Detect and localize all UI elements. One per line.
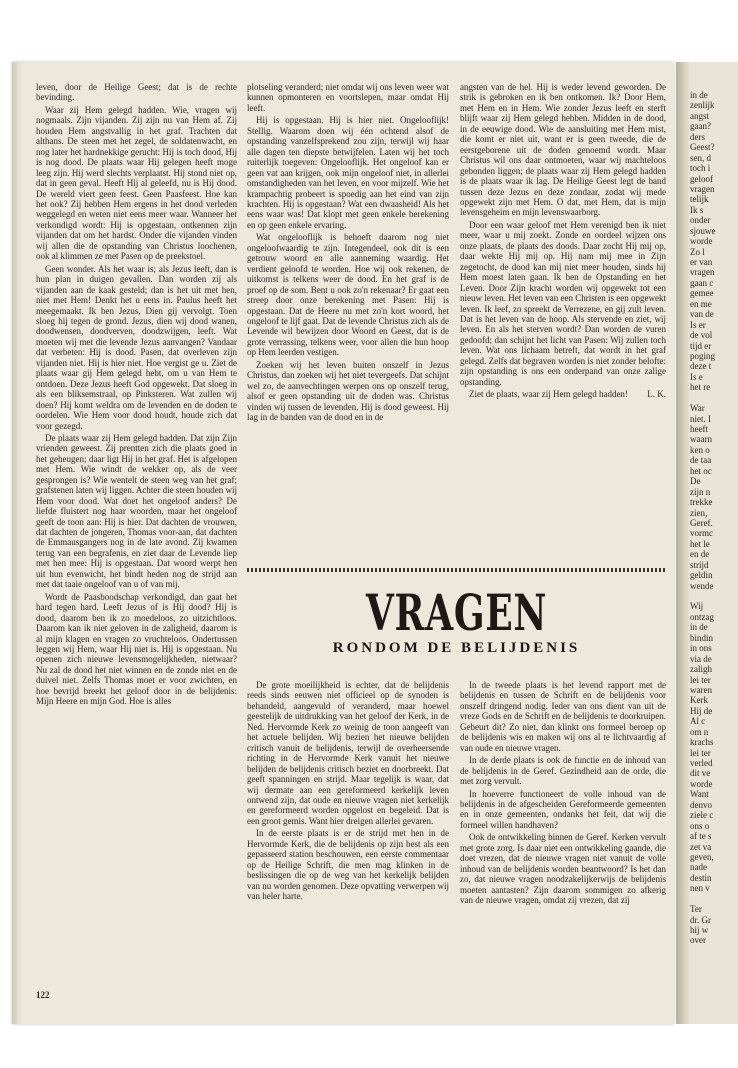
fragment-line: heeft [690,424,708,434]
section-divider [247,568,666,572]
fragment-line: lei ter [690,674,711,685]
fragment-line: af te s [690,831,712,842]
fragment-line: War [690,403,705,414]
fragment-line: wende [690,580,714,591]
fragment-line: niet. I [690,413,711,424]
fragment-line: het le [690,538,710,549]
right-page-text [690,90,738,946]
paragraph: angsten van de hel. Hij is weder levend geworden. De strik is gebroken en ik ben ontkomen. Ik? Door Hem, met Hem en in Hem. Wie zonder Jezus leeft en sterft blijft waar zij Hem gelegd hebben. Midden in de dood, in de eeuwige dood. Wie de aansluiting met Hem mist, die komt er niet uit, want er is geen tweede, die de eerstgeborene uit de doden genoemd wordt. Maar Christus wil ons daar ontmoeten, waar wij machteloos gebonden liggen; de plaats waar zij Hem gelegd hadden is de plaats waar ik lag. De Heilige Geest legt de band tussen deze Jezus en deze zondaar, zodat wij mede opgewekt zijn met Hem. O dat, met Hem, dat is mijn levensgeheim en mijn levenswaarborg. [460,82,666,218]
fragment-line: Geest? [690,142,715,153]
fragment-line: en me [690,298,712,309]
paragraph: leven, door de Heilige Geest; dat is de rechte bevinding. [36,82,237,103]
column-4 [247,680,449,980]
fragment-line: sjouwe [690,225,716,236]
fragment-line: zet va [690,841,712,852]
fragment-line: gemee [690,288,714,299]
paragraph: Ook de ontwikkeling binnen de Geref. Kerken vervult met grote zorg. Is daar niet een ontwikkeling gaande, die doet vrezen, dat de nieuwe vragen niet vanuit de volle inhoud van de belijdenis worden beantwoord? Is het dan zo, dat nieuwe vragen noodzakelijkerwijs de belijdenis moeten aantasten? Zijn daarom sommigen zo afkerig van de nieuwe vragen, omdat zij vrezen, dat zij [460,832,666,906]
fragment-line: in de [690,90,708,100]
fragment-line: Geref. [690,517,713,528]
fragment-line [690,591,738,601]
fragment-line: telijk [690,194,709,205]
fragment-line: ons o [690,820,710,831]
fragment-line: Is er [690,319,706,330]
fragment-line [690,894,738,904]
fragment-line: verled [690,758,713,768]
fragment-line: poging [690,350,716,361]
fragment-line: Want [690,789,709,800]
fragment-line: de taa [690,455,712,466]
fragment-line: vragen [690,267,715,278]
fragment-line: ken o [690,444,710,455]
paragraph: In hoeverre functioneert de volle inhoud van de belijdenis in de afgescheiden Gereformeerde gemeenten en in onze gemeenten, ondanks het feit, dat wij die formeel willen handhaven? [460,788,666,830]
paragraph: plotseling veranderd; niet omdat wij ons leven weer wat kunnen opmonteren en voortslepen, maar omdat Hij leeft. [247,82,449,113]
fragment-line: ders [690,131,705,142]
fragment-line: Zo l [690,246,705,257]
fragment-line: angst [690,110,709,121]
fragment-line: over [690,935,706,946]
fragment-line: er van [690,257,713,267]
fragment-line: het oc [690,465,712,476]
page-number: 122 [36,990,50,1000]
closing-line [460,389,666,399]
paragraph: Waar zij Hem gelegd hadden. Wie, vragen wij nogmaals. Zijn vijanden. Zij zijn nu van Hem af. Zij houden Hem angstvallig in het graf. Trachten dat althans. De steen met het zegel, de soldatenwacht, en nog later het hardnekkige gerucht: Hij is toch dood, Hij is nog dood. De plaats waar Hij gelegen heeft moge leeg zijn. Hij werd slechts verplaatst. Hij stond niet op, dat in geen geval. Heeft Hij al geleefd, nu is Hij dood. De wereld viert geen feest. Geen Paasfeest. Hoe kan het ook? Zij hebben Hem ergens in het dood verleden weggelegd en weten niet eens meer waar. Wanneer het verkondigd wordt: Hij is opgestaan, ontkennen zijn vijanden dat om het hardst. Onder die vijanden vinden wij allen die de opstanding van Christus loochenen, ook al klimmen ze met Pasen op de preekstoel. [36,104,237,262]
fragment-line: om n [690,726,709,737]
fragment-line: strijd [690,559,709,570]
fragment-line: Ik s [690,204,704,215]
fragment-line: sen, d [690,152,711,163]
fragment-line: gaan? [690,121,711,132]
column-5 [460,680,666,980]
fragment-line: Hij de [690,705,713,716]
fragment-line: dr. Gr [690,914,711,925]
fragment-line: geloof [690,173,713,184]
fragment-line: in de [690,622,708,633]
fragment-line: lei ter [690,747,711,758]
fragment-line: geven, [690,851,714,862]
fragment-line: hij w [690,925,709,935]
right-page-edge [676,62,738,1024]
paragraph: De grote moeilijkheid is echter, dat de belijdenis reeds sinds eeuwen niet officieel op de synoden is behandeld, aangevuld of veranderd, maar hoewel geestelijk de uitdrukking van het geloof der Kerk, in de Ned. Hervormde Kerk zo weinig de toon aangeeft van het actuele belijden. Wij bezien het nieuwe belijden critisch vanuit de belijdenis, terwijl de overheersende richting in de Hervormde Kerk vanuit het nieuwe belijden de belijdenis critisch beziet en doorbreekt. Dat geeft spanningen en strijd. Maar tegelijk is waar, dat wij dermate aan een gereformeerd kerkelijk leven ontwend zijn, dat oude en nieuwe vragen niet kerkelijk en gereformeerd worden opgelost en begeleid. Dat is een groot gemis. Want hier dreigen allerlei gevaren. [247,680,449,826]
fragment-line: zien, [690,507,708,518]
fragment-line: van de [690,309,714,320]
fragment-line: zenlijk [690,100,715,111]
column-1 [36,82,237,1002]
paragraph: In de tweede plaats is het levend rapport met de belijdenis en tussen de Schrift en de belijdenis voor onszelf dringend nodig. Ieder van ons dient van uit de vreze Gods en de Schrift en de belijdenis te doorkruipen. Gebeurt dit? Zo niet, dan klinkt ons formeel beroep op de belijdenis wis en maken wij ons al te lichtvaardig af van oude en nieuwe vragen. [460,680,666,753]
fragment-line: ziele c [690,810,714,821]
fragment-line: geldin [690,570,713,581]
fragment-line: de vol [690,330,713,341]
fragment-line: waarn [690,434,712,445]
fragment-line: toch i [690,163,711,174]
fragment-line: het re [690,382,711,393]
paragraph: In de eerste plaats is er de strijd met hen in de Hervormde Kerk, die de belijdenis op zijn best als een gepasseerd station beschouwen, een eerste commentaar op de Heilige Schrift, die men mag klinken in de beslissingen die op de weg van het kerkelijk belijden van nu worden genomen. Deze opvatting verwerpen wij van heler harte. [247,828,449,902]
fragment-line: vormc [690,528,713,539]
article-subtitle: RONDOM DE BELIJDENIS [332,640,581,656]
fragment-line: nen v [690,883,710,894]
fragment-line: bindin [690,632,714,643]
fragment-line: via de [690,653,712,664]
paragraph: Wat ongelooflijk is behoeft daarom nog niet ongeloofwaardig te zijn. Integendeel, ook dit is een getrouw woord en alle aanneming waardig. Het verdient geloofd te worden. Hoe wij ook rekenen, de uitkomst is telkens weer de dood. En het graf is de proef op de som. Bent u ook zo'n rekenaar? Er gaat een streep door onze berekening met Pasen: Hij is opgestaan. Dat de Heere nu met zo'n kort woord, het ongeloof te lijf gaat. Dat de levende Christus zich als de Levende wil bewijzen door Woord en Geest, dat is de grote verrassing, telkens weer, voor allen die hun hoop op Hem leerden vestigen. [247,232,449,358]
fragment-line: dit ve [690,768,711,779]
fragment-line: en de [690,549,710,560]
paragraph: Zoeken wij het leven buiten onszelf in Jezus Christus, dan zoeken wij het niet tevergeefs. Dat schijnt wel zo, de aanvechtingen werpen ons op onszelf terug, alsof er geen opstanding uit de doden was. Christus vinden wij tussen de levenden. Hij is dood geweest. Hij lag in de banden van de dood en in de [247,359,449,423]
fragment-line: krachs [690,737,714,748]
fragment-line: Is e [690,371,703,382]
paragraph: Hij is opgestaan. Hij is hier niet. Ongelooflijk! Stellig. Waarom doen wij één ochtend alsof de opstanding vanzelfsprekend zou zijn, terwijl wij haar alle dagen ten diepste betwijfelen. Laten wij het toch ruiterlijk toegeven: Ongelooflijk. Het ongeloof kan er geen vat aan krijgen, ook mijn ongeloof niet, in allerlei omstandigheden van het leven, en voor mijzelf. Wie het krampachtig probeert is spoedig aan het eind van zijn krachten. Hij is opgestaan? Wat een dwaasheid! Als het eens waar was! Dat klopt met geen enkele berekening en op geen enkele ervaring. [247,115,449,230]
fragment-line: waren [690,684,712,695]
fragment-line: gaan c [690,277,714,288]
paragraph: Geen wonder. Als het waar is; als Jezus leeft, dan is hun plan in duigen gevallen. Dan worden zij als vijanden aan de kaak gesteld; dan is het uit met hen, niet met Hem! Denkt het u eens in. Paulus heeft het meegemaakt. Ik ben Jezus, Dien gij vervolgt. Toen sloeg hij tegen de grond. Jezus, dien wij dood wanen, doodwensen, doodverven, doodzwijgen, leeft. Wat moeten wij met die levende Jezus aanvangen? Vandaar dat verbeten: Hij is dood. Pasen, dat overleven zijn vijanden niet. Hij is hier niet. Hoe vergist ge u. Ziet de plaats waar gij Hem gelegd hebt, om u van Hem te ontdoen. Deze Jezus heeft God opgewekt. Dat sloeg in als een bliksemstraal, op Pinksteren. Wat zullen wij doen? Hij komt weldra om de levenden en de doden te oordelen. Wie Hem voor dood houdt, houde zich dat voor gezegd. [36,263,237,431]
fragment-line: nade [690,862,707,873]
paragraph: De plaats waar zij Hem gelegd hadden. Dat zijn Zijn vrienden geweest. Zij prentten zich die plaats goed in het geheugen; daar ligt Hij in het graf. Het is afgelopen met Hem. Wie windt de wekker op, als de veer gesprongen is? Wie wentelt de steen weg van het graf; grafstenen laten wij liggen. Achter die steen houden wij Hem voor dood. Wat doet het ongeloof anders? De liefde fluistert nog haar woorden, maar het ongeloof geeft de toon aan: Hij is hier. Dat dachten de vrouwen, dat dachten de jongeren, Thomas voor-aan, dat dachten de Emmausgangers nog in de late avond. Zij kwamen terug van een begrafenis, en ziet daar de Levende liep met hen mee: Hij is opgestaan. Dat woord werpt hen uit hun evenwicht, het bindt heden nog de strijd aan met dat taaie ongeloof van u of van mij. [36,432,237,590]
column-2 [247,82,449,564]
paragraph: Door een waar geloof met Hem verenigd ben ik niet meer, waar u mij zoekt. Zonde en oordeel wijzen ons onze plaats, de plaats des doods. Daar zocht Hij mij op, daar wekte Hij mij op. Hij nam mij mee in Zijn zegetocht, de dood kan mij niet meer houden, sinds hij Hem moest laten gaan. Ik ben de Opstanding en het Leven. Door Zijn kracht worden wij opgewekt tot een nieuw leven. Het leven van een Christen is een opgewekt leven. Ik leef, zo spreekt de Verrezene, en gij zult leven. Dat is het leven van de hoop. Als stervende en ziet, wij leven. En als het sterven wordt? Dan worden de vuren gedoofd; dan schijnt het licht van Pasen: Wij zullen toch leven. Wat ons lichaam betreft, dat wordt in het graf gelegd. Zelfs dat begraven worden is niet zonder belofte: zijn opstanding is ons een onderpand van onze zalige opstanding. [460,219,666,387]
fragment-line: worde [690,778,713,789]
fragment-line: deze t [690,361,712,372]
fragment-line: De [690,476,701,487]
fragment-line: ontzag [690,611,714,622]
fragment-line: in ons [690,643,712,654]
author-signature: L. K. [647,389,666,400]
fragment-line [690,393,738,403]
paragraph: In de derde plaats is ook de functie en de inhoud van de belijdenis in de Geref. Gezindheid aan de orde, die met zorg vervult. [460,755,666,787]
closing-text: Ziet de plaats, waar zij Hem gelegd hadden! [469,389,628,400]
fragment-line: zaligh [690,664,712,675]
fragment-line: tijd er [690,340,712,351]
fragment-line: denvo [690,799,712,810]
column-3 [460,82,666,564]
fragment-line: trekke [690,497,713,508]
article-heading [247,583,666,657]
fragment-line: onder [690,215,711,226]
paragraph: Wordt de Paasboodschap verkondigd, dan gaat het hard tegen hard. Leeft Jezus of is Hij dood? Hij is dood, daarom ben ik zo moedeloos, zo uitzichtloos. Daarom kan ik niet geloven in de zaligheid, daarom is al mijn klagen en vragen zo vruchteloos. Ondertussen leggen wij Hem, waar Hij niet is. Hij is opgestaan. Nu openen zich nieuwe levensmogelijkheden, nietwaar? Nu zal de dood het niet winnen en de zonde niet en de duivel niet. Zelfs Thomas moet er voor zwichten, en hoe bevrijd breekt het geloof door in de belijdenis: Mijn Heere en mijn God. Hoe is alles [36,591,237,707]
fragment-line: vragen [690,183,715,194]
fragment-line: destin [690,872,712,883]
fragment-line: Wij [690,601,704,612]
article-title: VRAGEN [365,583,548,642]
fragment-line: zijn n [690,486,711,497]
fragment-line: Ter [690,904,702,915]
fragment-line: worde [690,236,713,247]
fragment-line: Al c [690,716,706,727]
fragment-line: Kerk [690,695,708,706]
